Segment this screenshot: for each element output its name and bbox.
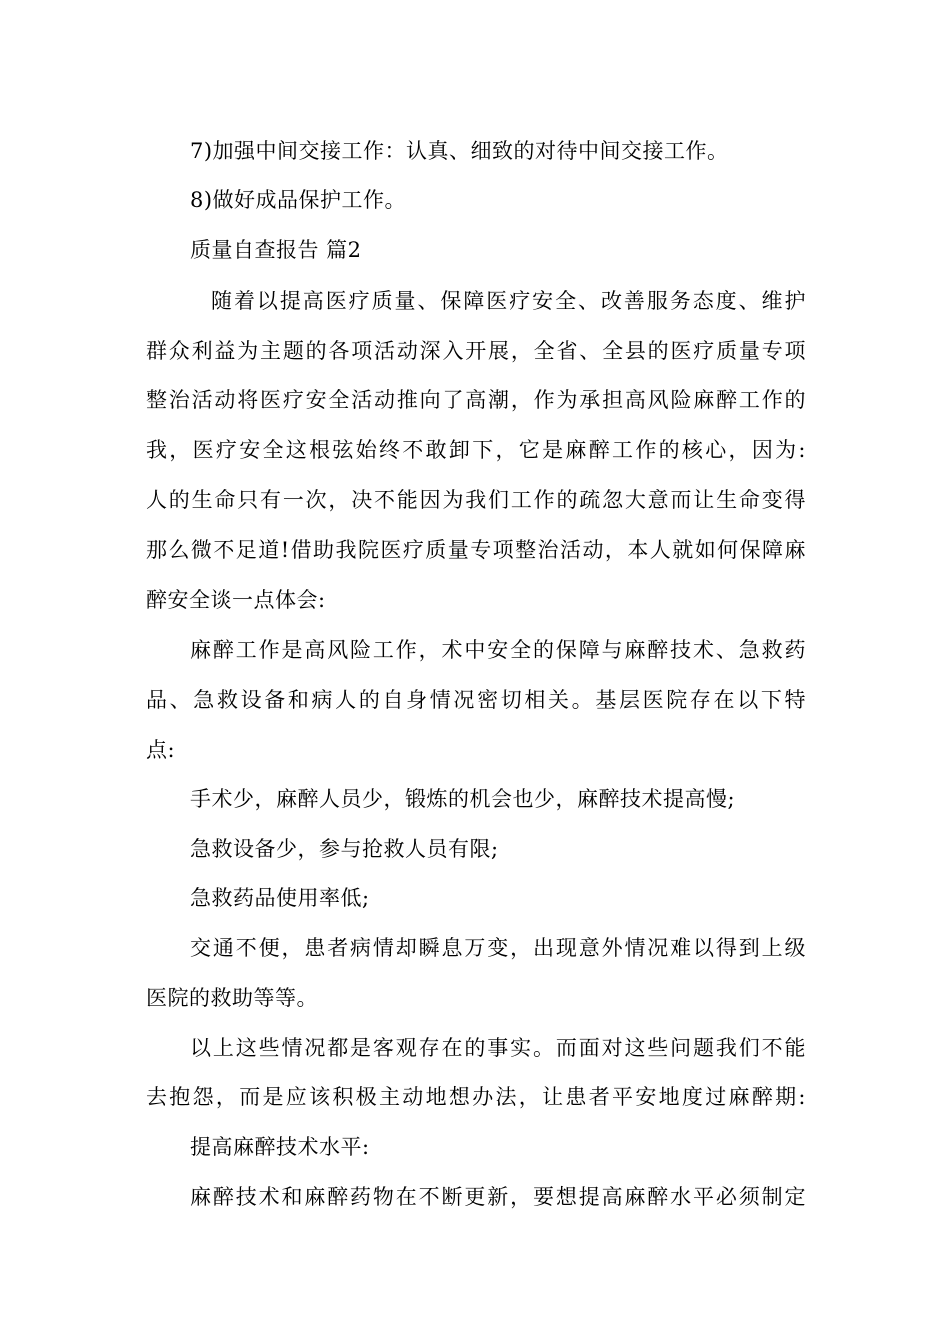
list-item-7: 7)加强中间交接工作：认真、细致的对待中间交接工作。 [190, 139, 729, 163]
paragraph-line: 点: [146, 738, 176, 762]
paragraph-line: 去抱怨，而是应该积极主动地想办法，让患者平安地度过麻醉期: [146, 1085, 806, 1109]
list-item-8: 8)做好成品保护工作。 [190, 188, 407, 212]
paragraph-line: 我，医疗安全这根弦始终不敢卸下，它是麻醉工作的核心，因为: [146, 438, 806, 462]
paragraph-line: 整治活动将医疗安全活动推向了高潮，作为承担高风险麻醉工作的 [146, 388, 806, 412]
paragraph-line: 人的生命只有一次，决不能因为我们工作的疏忽大意而让生命变得 [146, 488, 806, 512]
paragraph-line: 急救药品使用率低; [190, 886, 370, 910]
paragraph-line: 品、急救设备和病人的自身情况密切相关。基层医院存在以下特 [146, 688, 806, 712]
paragraph-line: 醉安全谈一点体会: [146, 588, 326, 612]
paragraph-line: 提高麻醉技术水平: [190, 1135, 370, 1159]
paragraph-line: 急救设备少，参与抢救人员有限; [190, 837, 499, 861]
paragraph-line: 麻醉工作是高风险工作，术中安全的保障与麻醉技术、急救药 [190, 638, 806, 662]
section-heading: 质量自查报告 篇2 [190, 238, 362, 262]
paragraph-line: 以上这些情况都是客观存在的事实。而面对这些问题我们不能 [190, 1036, 806, 1060]
paragraph-line: 麻醉技术和麻醉药物在不断更新，要想提高麻醉水平必须制定 [190, 1185, 806, 1209]
paragraph-line: 那么微不足道!借助我院医疗质量专项整治活动，本人就如何保障麻 [146, 538, 806, 562]
paragraph-line: 手术少，麻醉人员少，锻炼的机会也少，麻醉技术提高慢; [190, 787, 736, 811]
paragraph-line: 群众利益为主题的各项活动深入开展，全省、全县的医疗质量专项 [146, 339, 806, 363]
paragraph-line: 医院的救助等等。 [146, 986, 318, 1010]
paragraph-line: 随着以提高医疗质量、保障医疗安全、改善服务态度、维护 [211, 289, 806, 313]
paragraph-line: 交通不便，患者病情却瞬息万变，出现意外情况难以得到上级 [190, 936, 806, 960]
